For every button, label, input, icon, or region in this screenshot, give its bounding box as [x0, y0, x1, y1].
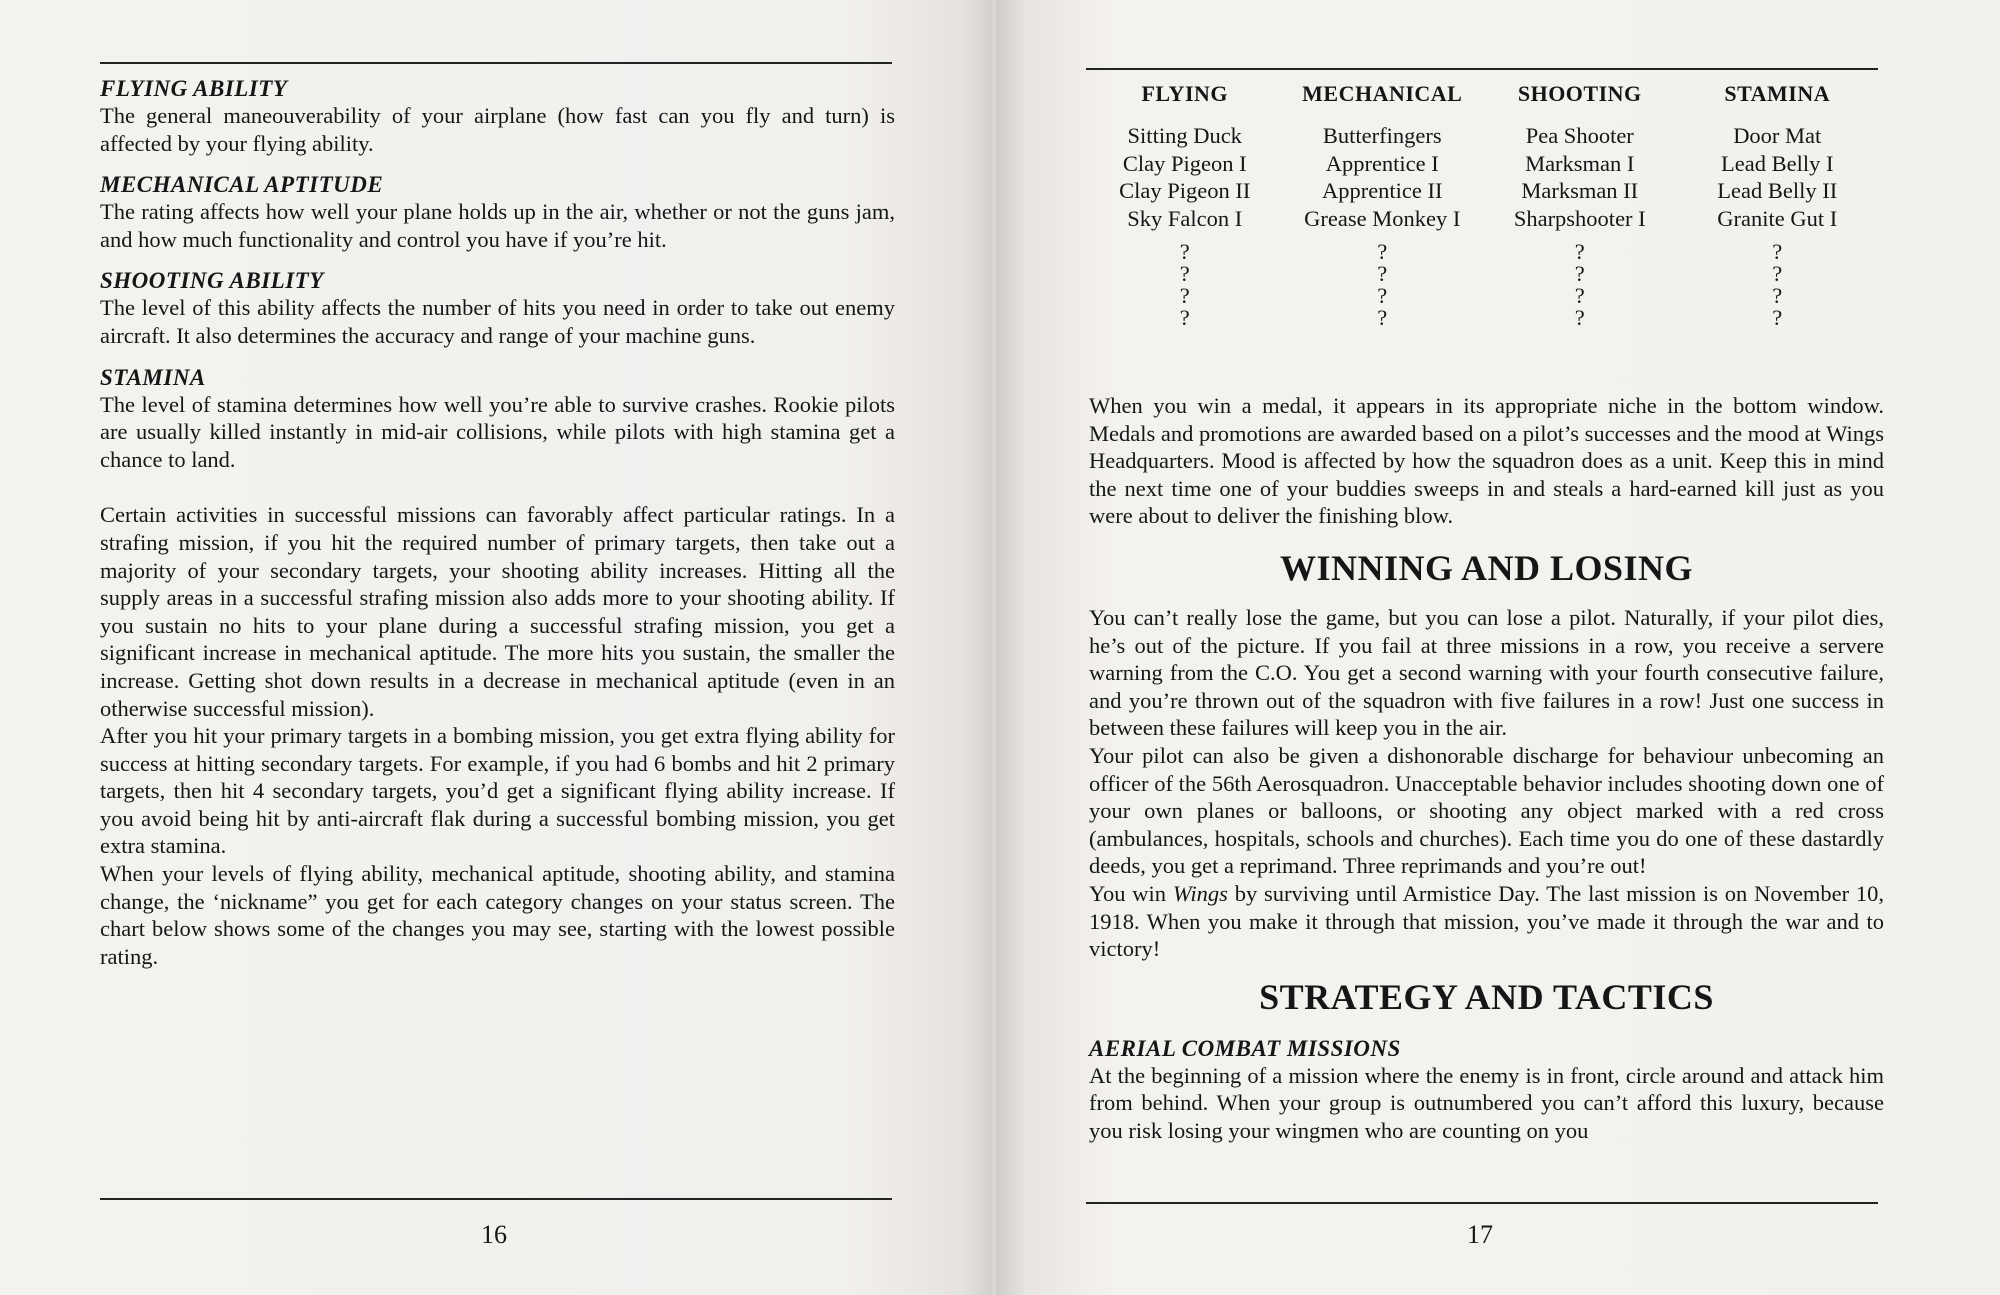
body-paragraph — [1089, 880, 1884, 963]
section-heading: STAMINA — [100, 364, 206, 390]
game-title: Wings — [1172, 880, 1228, 906]
section-text: The level of stamina determines how well you’re able to survive crashes. Rookie pilots are usually killed instantly in mid-air collisions, while pilots with high stamina get a chance to land. — [100, 391, 895, 472]
ratings-cell: Butterfingers — [1322, 122, 1442, 148]
page-17 — [996, 0, 2000, 1295]
ratings-cell: Marksman I — [1525, 150, 1635, 176]
ratings-cell: ? — [1574, 260, 1585, 286]
ratings-cell: ? — [1377, 304, 1388, 330]
ratings-cell: ? — [1772, 238, 1783, 264]
ratings-header-row — [1086, 80, 1876, 108]
ratings-cell: Lead Belly I — [1721, 150, 1834, 176]
winning-heading: WINNING AND LOSING — [1279, 547, 1694, 588]
top-rule — [1086, 68, 1878, 70]
win-text-pre: You win — [1089, 880, 1173, 906]
ratings-cell: Sky Falcon I — [1127, 206, 1243, 232]
ratings-cell: ? — [1772, 260, 1783, 286]
ratings-header: SHOOTING — [1517, 81, 1642, 106]
section-text: The general maneouverability of your airplane (how fast can you fly and turn) is affected by your flying ability. — [100, 103, 895, 156]
ratings-cell: Clay Pigeon I — [1122, 150, 1247, 176]
ratings-cell: ? — [1377, 260, 1388, 286]
section-text: The level of this ability affects the number of hits you need in order to take out enemy aircraft. It also determines the accuracy and range of your machine guns. — [100, 295, 895, 348]
bottom-rule — [100, 1198, 892, 1200]
strategy-heading: STRATEGY AND TACTICS — [1259, 976, 1714, 1017]
ratings-header: STAMINA — [1724, 81, 1831, 106]
medal-paragraph: When you win a medal, it appears in its appropriate niche in the bottom window. Medals and promotions are awarded based on a pilot’s successes and the mood at Wings Headquarters. Mood is affected by how the squadron does as a unit. Keep this in mind the next time one of your buddies sweeps in and steals a hard-earned kill just as you were about to deliver the finishing blow. — [1089, 393, 1884, 529]
ratings-table — [1086, 80, 1876, 329]
ratings-cell: Clay Pigeon II — [1119, 178, 1251, 204]
ratings-cell: Sitting Duck — [1127, 122, 1242, 148]
ratings-cell: ? — [1377, 282, 1388, 308]
ratings-cell: ? — [1179, 238, 1190, 264]
ratings-cell: ? — [1179, 260, 1190, 286]
ratings-header: MECHANICAL — [1302, 81, 1463, 106]
ratings-cell: Door Mat — [1733, 122, 1822, 148]
ratings-cell: ? — [1179, 304, 1190, 330]
ratings-cell: ? — [1179, 282, 1190, 308]
bottom-rule — [1086, 1202, 1878, 1204]
ratings-cell: Pea Shooter — [1525, 122, 1634, 148]
section-heading: FLYING ABILITY — [100, 76, 288, 101]
ratings-cell: ? — [1772, 304, 1783, 330]
body-paragraph: You can’t really lose the game, but you can lose a pilot. Naturally, if your pilot dies, he’s out of the picture. If you fail at three missions in a row, you receive a servere warning from the C.O. You get a second warning with your fourth consecutive failure, and you’re thrown out of the squadron with five failures in a row! Just one success in between these failures will keep you in the air. — [1089, 604, 1884, 741]
right-column — [1089, 392, 1884, 1144]
section-heading: AERIAL COMBAT MISSIONS — [1089, 1035, 1401, 1061]
ratings-cell: Sharpshooter I — [1513, 206, 1646, 232]
ratings-row — [1086, 205, 1876, 233]
page-16 — [0, 0, 992, 1295]
page-number: 17 — [1467, 1220, 1493, 1249]
ratings-cell: Apprentice I — [1325, 150, 1439, 176]
ratings-cell: Granite Gut I — [1717, 206, 1838, 232]
body-paragraph: At the beginning of a mission where the enemy is in front, circle around and attack him from behind. When your group is outnumbered you can’t afford this luxury, because you risk losing your wingmen who are counting on you — [1089, 1062, 1884, 1143]
ratings-row — [1086, 122, 1876, 150]
ratings-cell: ? — [1772, 282, 1783, 308]
section-heading: MECHANICAL APTITUDE — [100, 172, 384, 198]
ratings-row-unknown — [1086, 238, 1876, 264]
ratings-row — [1086, 177, 1876, 205]
section-text: The rating affects how well your plane holds up in the air, whether or not the guns jam, and how much functionality and control you have if you’re hit. — [100, 199, 895, 252]
ratings-row-unknown — [1086, 260, 1876, 286]
body-paragraph: After you hit your primary targets in a bombing mission, you get extra flying ability for success at hitting secondary targets. For example, if you had 6 bombs and hit 2 primary targets, then hit 4 secondary targets, you’d get a significant flying ability increase. If you avoid being hit by anti-aircraft flak during a successful bombing mission, you get extra stamina. — [100, 723, 895, 859]
ratings-cell: Lead Belly II — [1717, 178, 1838, 204]
ratings-header: FLYING — [1141, 81, 1229, 106]
top-rule — [100, 62, 892, 64]
body-paragraph: Certain activities in successful missions can favorably affect particular ratings. In a strafing mission, if you hit the required number of primary targets, then take out a majority of your secondary targets, your shooting ability increases. Hitting all the supply areas in a successful strafing mission also adds more to your shooting ability. If you sustain no hits to your plane during a successful strafing mission, you get a significant increase in mechanical aptitude. The more hits you sustain, the smaller the increase. Getting shot down results in a decrease in mechanical aptitude (even in an otherwise successful mission). — [100, 502, 895, 721]
ratings-cell: Grease Monkey I — [1304, 206, 1461, 232]
ratings-cell: Apprentice II — [1321, 178, 1443, 204]
win-text-post: by surviving until Armistice Day. The last mission is on November 10, 1918. When you make it through that mission, you’ve made it through the war and to victory! — [1089, 880, 1885, 962]
left-column — [100, 75, 895, 970]
ratings-cell: Marksman II — [1521, 178, 1639, 204]
body-paragraph: When your levels of flying ability, mechanical aptitude, shooting ability, and stamina change, the ‘nickname” you get for each category changes on your status screen. The chart below shows some of the changes you may see, starting with the lowest possible rating. — [100, 861, 895, 969]
ratings-cell: ? — [1574, 282, 1585, 308]
ratings-cell: ? — [1574, 238, 1585, 264]
ratings-cell: ? — [1574, 304, 1585, 330]
ratings-row — [1086, 150, 1876, 178]
ratings-row-unknown — [1086, 282, 1876, 308]
ratings-cell: ? — [1377, 238, 1388, 264]
ratings-row-unknown — [1086, 304, 1876, 330]
page-number: 16 — [481, 1220, 507, 1249]
section-heading: SHOOTING ABILITY — [100, 268, 324, 294]
body-paragraph: Your pilot can also be given a dishonorable discharge for behaviour unbecoming an officer of the 56th Aerosquadron. Unacceptable behavior includes shooting down one of your own planes or balloons, or shooting any object marked with a red cross (ambulances, hospitals, schools and churches). Each time you do one of these dastardly deeds, you get a reprimand. Three reprimands and you’re out! — [1089, 742, 1884, 879]
